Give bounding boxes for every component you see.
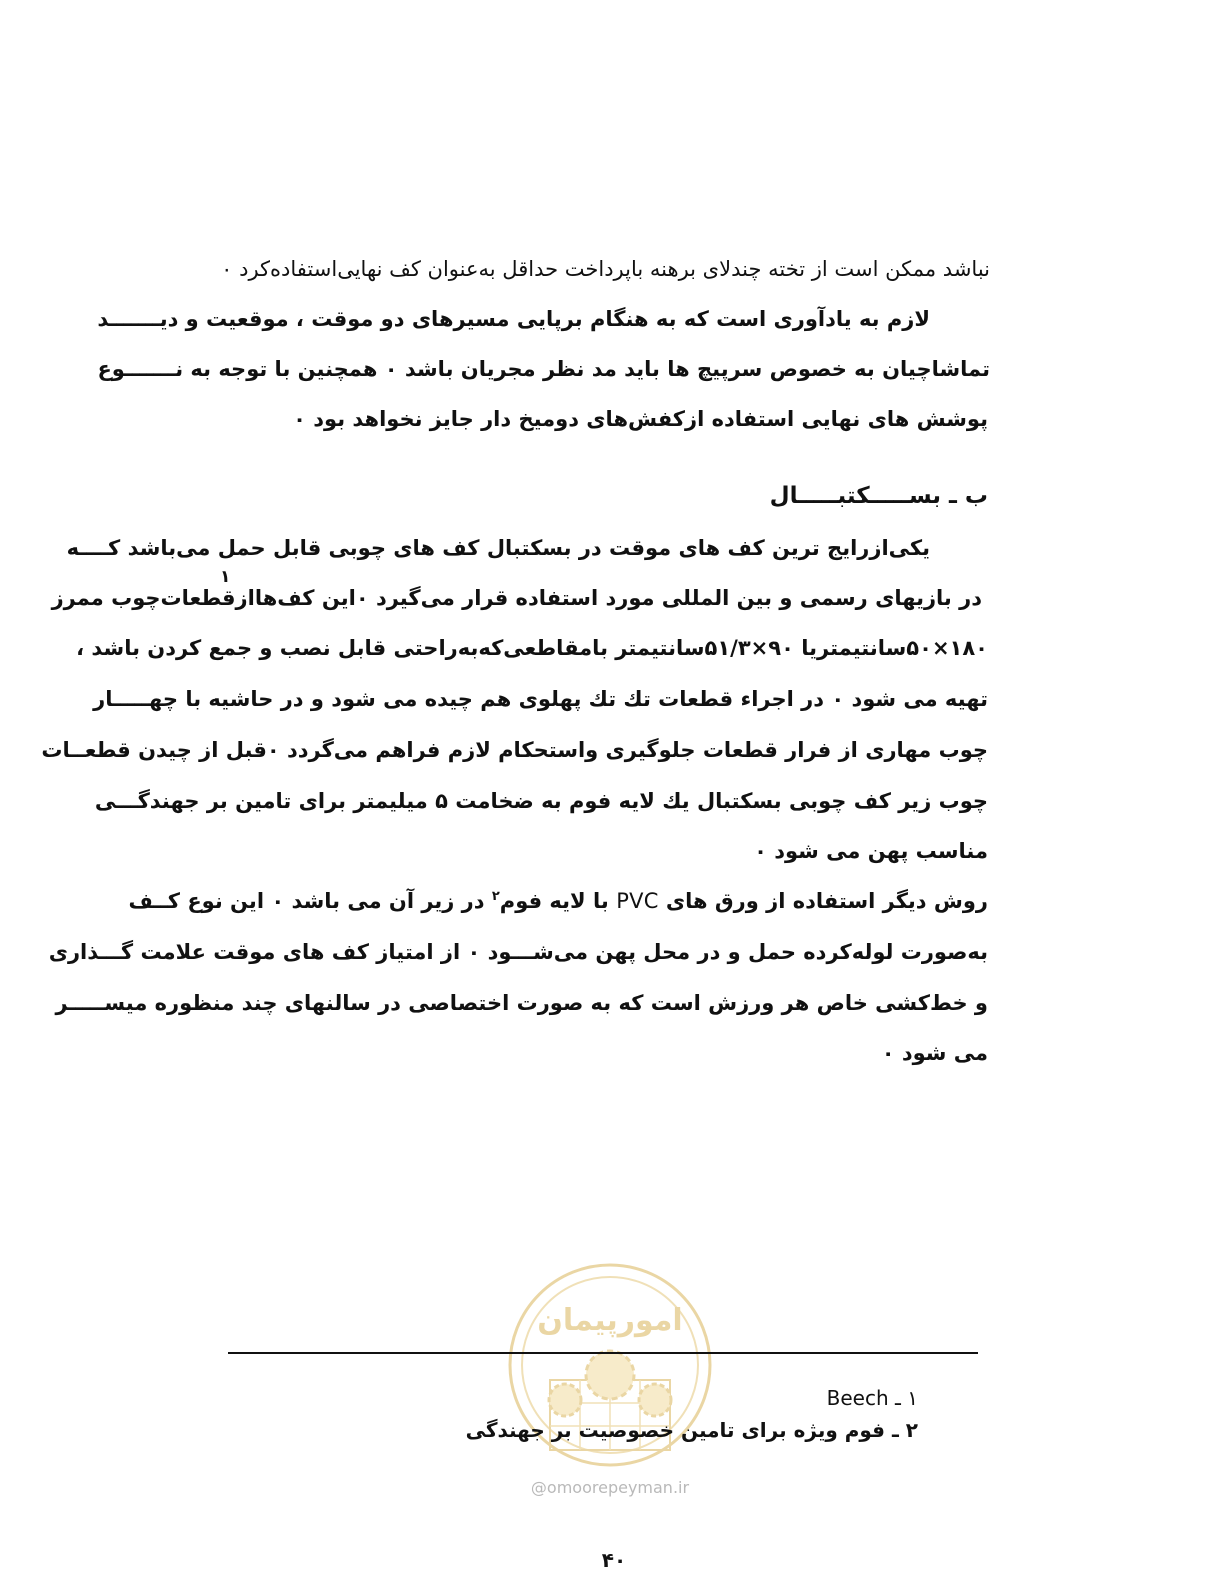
pvc-term: PVC [616, 889, 659, 913]
footnote-2: ۲ ـ فوم ویژه برای تامین خصوصیت بر جهندگی [465, 1418, 918, 1442]
body-text: با لایه فوم [499, 889, 609, 913]
body-line: به‌صورت لوله‌کرده حمل و در محل پهن می‌شـــود ۰ از امتیاز کف های موقت علامت گـــذاری [48, 940, 988, 964]
body-line: نباشد ممکن است از تخته چندلای برهنه باپرداخت حداقل به‌عنوان کف نهایی‌استفاده‌کرد ۰ [221, 257, 990, 281]
body-line: پوشش های نهایی استفاده ازکفش‌های دومیخ دار جایز نخواهد بود ۰ [293, 407, 988, 431]
footnote-divider [228, 1352, 978, 1354]
watermark-site: @omoorepeyman.ir [530, 1478, 690, 1497]
body-text: در زیر آن می باشد ۰ این نوع کــف [128, 889, 485, 913]
body-line: در بازیهای رسمی و بین المللی مورد استفاده قرار می‌گیرد ۰این کف‌هاازقطعات‌چوب ممرز [51, 586, 982, 610]
body-line: مناسب پهن می شود ۰ [754, 839, 988, 863]
page-number: ۴۰ [601, 1548, 627, 1572]
section-heading: ب ـ بســـــکتبـــــال [769, 483, 988, 509]
body-line: تماشاچیان به خصوص سرپیچ ها باید مد نظر مجریان باشد ۰ همچنین با توجه به نـــــــوع [97, 357, 990, 381]
footnote-text: Beech [826, 1386, 889, 1410]
footnote-marker: ۲ [491, 889, 500, 904]
body-line: ۱۸۰×۵۰سانتیمتریا ۹۰×۵۱/۳سانتیمتر بامقاطعی‌که‌به‌راحتی قابل نصب و جمع کردن باشد ، [76, 636, 988, 660]
footnote-1 [827, 1386, 918, 1410]
body-line [128, 886, 988, 916]
body-line: تهیه می شود ۰ در اجراء قطعات تك تك پهلوی هم چیده می شود و در حاشیه با چهـــــار [93, 687, 988, 711]
body-line: یکی‌ازرایج ترین کف های موقت در بسکتبال کف های چوبی قابل حمل می‌باشد کــــه [66, 536, 930, 560]
body-line: چوب زیر کف چوبی بسکتبال یك لایه فوم به ضخامت ۵ میلیمتر برای تامین بر جهندگـــی [94, 789, 988, 813]
footnote-number: ۱ ـ [895, 1386, 918, 1410]
footnote-marker: ۱ [220, 567, 231, 587]
body-line: لازم به یادآوری است که به هنگام برپایی مسیرهای دو موقت ، موقعیت و دیـــــــد [97, 307, 930, 331]
body-line: می شود ۰ [881, 1041, 988, 1065]
watermark-logo-text: امورپیمان [537, 1303, 683, 1338]
body-line: و خط‌کشی خاص هر ورزش است که به صورت اختصاصی در سالنهای چند منظوره میســـــر [55, 991, 988, 1015]
body-line: چوب مهاری از فرار قطعات جلوگیری واستحکام لازم فراهم می‌گردد ۰قبل از چیدن قطعــات [41, 738, 988, 762]
body-text: روش دیگر استفاده از ورق های [665, 889, 988, 913]
